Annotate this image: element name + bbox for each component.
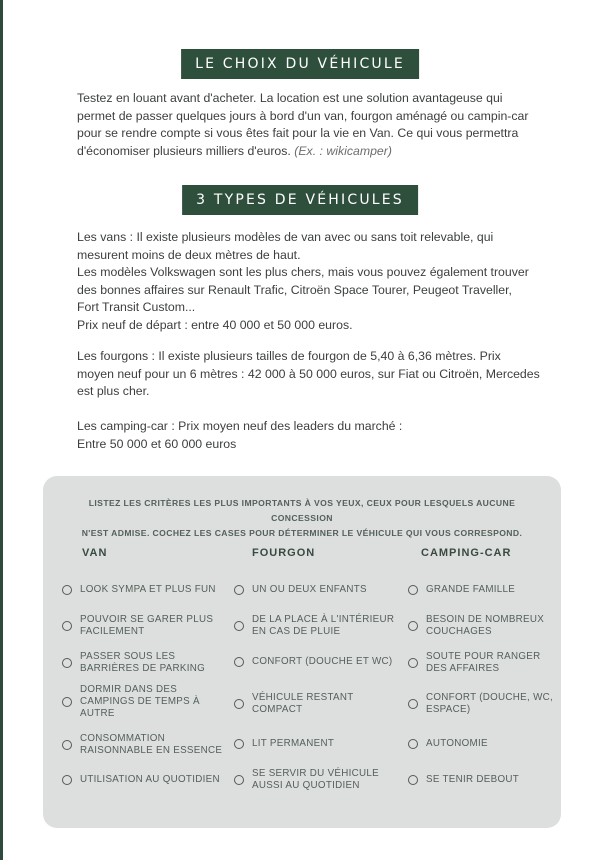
column-title-fourgon: FOURGON [252, 547, 316, 559]
item-label: LIT PERMANENT [252, 738, 335, 749]
item-label: GRANDE FAMILLE [426, 584, 516, 595]
checkbox-circle[interactable] [62, 621, 72, 631]
item-label: CONSOMMATION RAISONNABLE EN ESSENCE [80, 733, 223, 756]
intro-paragraph [77, 90, 540, 160]
checkbox-circle[interactable] [62, 775, 72, 785]
camping-car-paragraph [77, 418, 540, 453]
paragraph-line: est plus cher. [77, 384, 150, 399]
checklist-item-fourgon[interactable] [234, 738, 334, 750]
item-label: SE SERVIR DU VÉHICULE AUSSI AU QUOTIDIEN [252, 768, 379, 791]
item-label: UN OU DEUX ENFANTS [252, 584, 367, 595]
section-heading-vehicle-choice: LE CHOIX DU VÉHICULE [181, 49, 419, 79]
item-label: UTILISATION AU QUOTIDIEN [80, 774, 220, 785]
paragraph-line: Prix neuf de départ : entre 40 000 et 50 000 euros. [77, 317, 353, 332]
item-label: CONFORT (DOUCHE, WC, ESPACE) [426, 692, 554, 715]
checklist-item-camping-car[interactable] [408, 692, 553, 716]
paragraph-line: Les fourgons : Il existe plusieurs tailles de fourgon de 5,40 à 6,36 mètres. Prix [77, 349, 501, 363]
paragraph-line-last [77, 143, 540, 161]
checkbox-circle[interactable] [62, 658, 72, 668]
checklist-item-fourgon[interactable] [234, 656, 393, 668]
paragraph-line: permet de passer quelques jours à bord d'un van, fourgon aménagé ou campin-car [77, 108, 529, 123]
checkbox-circle[interactable] [62, 585, 72, 595]
column-title-van: VAN [82, 547, 108, 559]
checklist-item-van[interactable] [62, 614, 213, 638]
checkbox-circle[interactable] [62, 697, 72, 707]
checklist-item-camping-car[interactable] [408, 774, 519, 786]
checklist-item-camping-car[interactable] [408, 584, 515, 596]
checklist-panel [43, 476, 561, 828]
item-label: SE TENIR DEBOUT [426, 774, 520, 785]
checklist-item-fourgon[interactable] [234, 584, 367, 596]
checkbox-circle[interactable] [408, 775, 418, 785]
checklist-item-fourgon[interactable] [234, 614, 394, 638]
item-label: BESOIN DE NOMBREUX COUCHAGES [426, 614, 545, 637]
checklist-item-van[interactable] [62, 733, 222, 757]
checkbox-circle[interactable] [234, 621, 244, 631]
checklist-item-van[interactable] [62, 684, 200, 720]
item-label: DE LA PLACE À L'INTÉRIEUR EN CAS DE PLUIE [252, 614, 395, 637]
item-label: DORMIR DANS DES CAMPINGS DE TEMPS À AUTRE [80, 684, 200, 719]
checkbox-circle[interactable] [408, 699, 418, 709]
checkbox-circle[interactable] [234, 657, 244, 667]
instruction-line: N'EST ADMISE. COCHEZ LES CASES POUR DÉTERMINER LE VÉHICULE QUI VOUS CORRESPOND. [81, 528, 523, 538]
item-label: CONFORT (DOUCHE ET WC) [252, 656, 393, 667]
example-note: (Ex. : wikicamper) [294, 143, 392, 158]
checklist-item-camping-car[interactable] [408, 738, 488, 750]
checklist-item-van[interactable] [62, 651, 205, 675]
checkbox-circle[interactable] [234, 585, 244, 595]
paragraph-line: Fort Transit Custom... [77, 300, 196, 315]
checklist-instructions [63, 496, 541, 541]
paragraph-line: des bonnes affaires sur Renault Trafic, Citroën Space Tourer, Peugeot Traveller, [77, 282, 512, 297]
item-label: LOOK SYMPA ET PLUS FUN [80, 584, 216, 595]
section-heading-vehicle-types: 3 TYPES DE VÉHICULES [182, 185, 418, 215]
checklist-item-van[interactable] [62, 584, 216, 596]
checklist-item-fourgon[interactable] [234, 768, 379, 792]
checkbox-circle[interactable] [408, 658, 418, 668]
paragraph-line: Les modèles Volkswagen sont les plus chers, mais vous pouvez également trouver [77, 265, 529, 280]
paragraph-line: Les camping-car : Prix moyen neuf des leaders du marché : [77, 419, 403, 433]
checkbox-circle[interactable] [62, 740, 72, 750]
checkbox-circle[interactable] [234, 739, 244, 749]
paragraph-line: Entre 50 000 et 60 000 euros [77, 436, 237, 451]
item-label: POUVOIR SE GARER PLUS FACILEMENT [80, 614, 214, 637]
paragraph-line: pour se rendre compte si vous êtes fait pour la vie en Van. Ce qui vous permettra [77, 126, 519, 141]
instruction-line: LISTEZ LES CRITÈRES LES PLUS IMPORTANTS À VOS YEUX, CEUX POUR LESQUELS AUCUNE CONCESSION [88, 498, 516, 523]
paragraph-line: Testez en louant avant d'acheter. La location est une solution avantageuse qui [77, 91, 503, 105]
item-label: SOUTE POUR RANGER DES AFFAIRES [426, 651, 541, 674]
paragraph-text: d'économiser plusieurs milliers d'euros. [77, 143, 291, 158]
checkbox-circle[interactable] [408, 621, 418, 631]
checklist-item-fourgon[interactable] [234, 692, 354, 716]
checkbox-circle[interactable] [408, 739, 418, 749]
checklist-item-camping-car[interactable] [408, 651, 541, 675]
vans-paragraph [77, 229, 540, 335]
paragraph-line: Les vans : Il existe plusieurs modèles de van avec ou sans toit relevable, qui [77, 230, 494, 244]
item-label: AUTONOMIE [426, 738, 488, 749]
paragraph-line: mesurent moins de deux mètres de haut. [77, 247, 301, 262]
checkbox-circle[interactable] [408, 585, 418, 595]
item-label: PASSER SOUS LES BARRIÈRES DE PARKING [80, 651, 206, 674]
checkbox-circle[interactable] [234, 699, 244, 709]
page-edge-rule [0, 0, 3, 860]
checklist-item-camping-car[interactable] [408, 614, 544, 638]
checkbox-circle[interactable] [234, 775, 244, 785]
fourgons-paragraph [77, 348, 540, 401]
item-label: VÉHICULE RESTANT COMPACT [252, 692, 354, 715]
checklist-item-van[interactable] [62, 774, 220, 786]
column-title-camping-car: CAMPING-CAR [421, 547, 512, 559]
paragraph-line: moyen neuf pour un 6 mètres : 42 000 à 50 000 euros, sur Fiat ou Citroën, Mercedes [77, 366, 540, 381]
